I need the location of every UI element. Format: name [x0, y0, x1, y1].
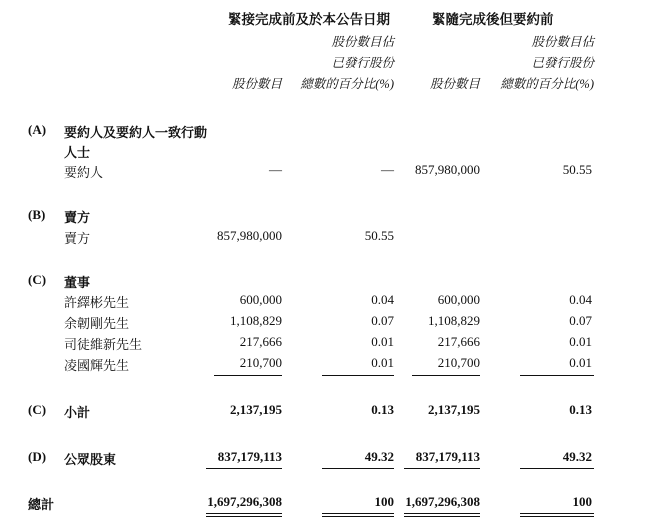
director-row-after-pct: 0.07 [569, 313, 592, 328]
section-a-title-line2: 人士 [64, 145, 91, 160]
director-row-after-pct: 0.01 [569, 355, 592, 370]
director-row-after-shares: 1,108,829 [428, 313, 480, 328]
total-double-rule-before-shares [206, 513, 282, 517]
director-row-label: 余韌剛先生 [64, 316, 130, 331]
director-row-label: 許繹彬先生 [64, 295, 130, 310]
section-a-before-shares: — [269, 162, 282, 177]
subtotal-label: 小計 [64, 405, 91, 420]
header-after: 緊隨完成後但要約前 [432, 12, 554, 27]
total-before-shares: 1,697,296,308 [207, 494, 282, 509]
section-a-code: (A) [28, 122, 47, 137]
director-row-before-shares: 210,700 [239, 355, 282, 370]
header-before-shares: 股份數目 [231, 77, 282, 91]
header-before-pct-line1: 股份數目佔 [331, 35, 394, 49]
header-before-pct-line3: 總數的百分比(%) [300, 77, 394, 91]
director-row-before-pct: 0.07 [371, 313, 394, 328]
total-after-pct: 100 [572, 494, 592, 509]
section-d-code: (D) [28, 449, 47, 464]
subtotal-rule-before-pct [322, 375, 394, 376]
director-row-label: 凌國輝先生 [64, 358, 130, 373]
director-row-after-shares: 217,666 [437, 334, 480, 349]
header-after-shares: 股份數目 [429, 77, 480, 91]
director-row-before-pct: 0.01 [371, 334, 394, 349]
section-b-before-pct: 50.55 [364, 228, 394, 243]
section-d-before-shares: 837,179,113 [217, 449, 282, 464]
total-rule-before-pct [322, 468, 394, 469]
section-c-code: (C) [28, 272, 47, 287]
subtotal-rule-before-shares [214, 375, 282, 376]
total-before-pct: 100 [374, 494, 394, 509]
subtotal-rule-after-shares [412, 375, 480, 376]
director-row-before-shares: 600,000 [239, 292, 282, 307]
subtotal-code: (C) [28, 402, 47, 417]
director-row-after-pct: 0.01 [569, 334, 592, 349]
director-row-before-pct: 0.01 [371, 355, 394, 370]
header-before-pct-line2: 已發行股份 [331, 56, 394, 70]
section-a-title-line1: 要約人及要約人一致行動 [64, 125, 208, 140]
section-a-after-shares: 857,980,000 [415, 162, 480, 177]
total-rule-before-shares [206, 468, 282, 469]
header-after-pct-line2: 已發行股份 [531, 56, 594, 70]
director-row-before-shares: 217,666 [239, 334, 282, 349]
total-rule-after-shares [404, 468, 480, 469]
section-a-before-pct: — [381, 162, 394, 177]
section-d-label: 公眾股東 [64, 452, 117, 467]
header-after-pct-line1: 股份數目佔 [531, 35, 594, 49]
section-d-before-pct: 49.32 [364, 449, 394, 464]
subtotal-after-pct: 0.13 [569, 402, 592, 417]
header-before: 緊接完成前及於本公告日期 [228, 12, 390, 27]
director-row-after-shares: 600,000 [437, 292, 480, 307]
header-after-pct-line3: 總數的百分比(%) [500, 77, 594, 91]
section-d-after-shares: 837,179,113 [415, 449, 480, 464]
section-b-title: 賣方 [64, 210, 91, 225]
total-rule-after-pct [520, 468, 594, 469]
total-label: 總計 [28, 497, 55, 512]
section-c-title: 董事 [64, 275, 91, 290]
subtotal-before-pct: 0.13 [371, 402, 394, 417]
section-d-after-pct: 49.32 [562, 449, 592, 464]
total-after-shares: 1,697,296,308 [405, 494, 480, 509]
total-double-rule-before-pct [322, 513, 394, 517]
section-b-row-label: 賣方 [64, 231, 91, 246]
director-row-before-pct: 0.04 [371, 292, 394, 307]
subtotal-rule-after-pct [520, 375, 594, 376]
total-double-rule-after-shares [404, 513, 480, 517]
subtotal-before-shares: 2,137,195 [230, 402, 282, 417]
subtotal-after-shares: 2,137,195 [428, 402, 480, 417]
section-a-after-pct: 50.55 [562, 162, 592, 177]
section-a-row-label: 要約人 [64, 165, 104, 180]
total-double-rule-after-pct [520, 513, 594, 517]
director-row-after-pct: 0.04 [569, 292, 592, 307]
director-row-label: 司徒維新先生 [64, 337, 143, 352]
section-b-before-shares: 857,980,000 [217, 228, 282, 243]
director-row-after-shares: 210,700 [437, 355, 480, 370]
section-b-code: (B) [28, 207, 46, 222]
director-row-before-shares: 1,108,829 [230, 313, 282, 328]
